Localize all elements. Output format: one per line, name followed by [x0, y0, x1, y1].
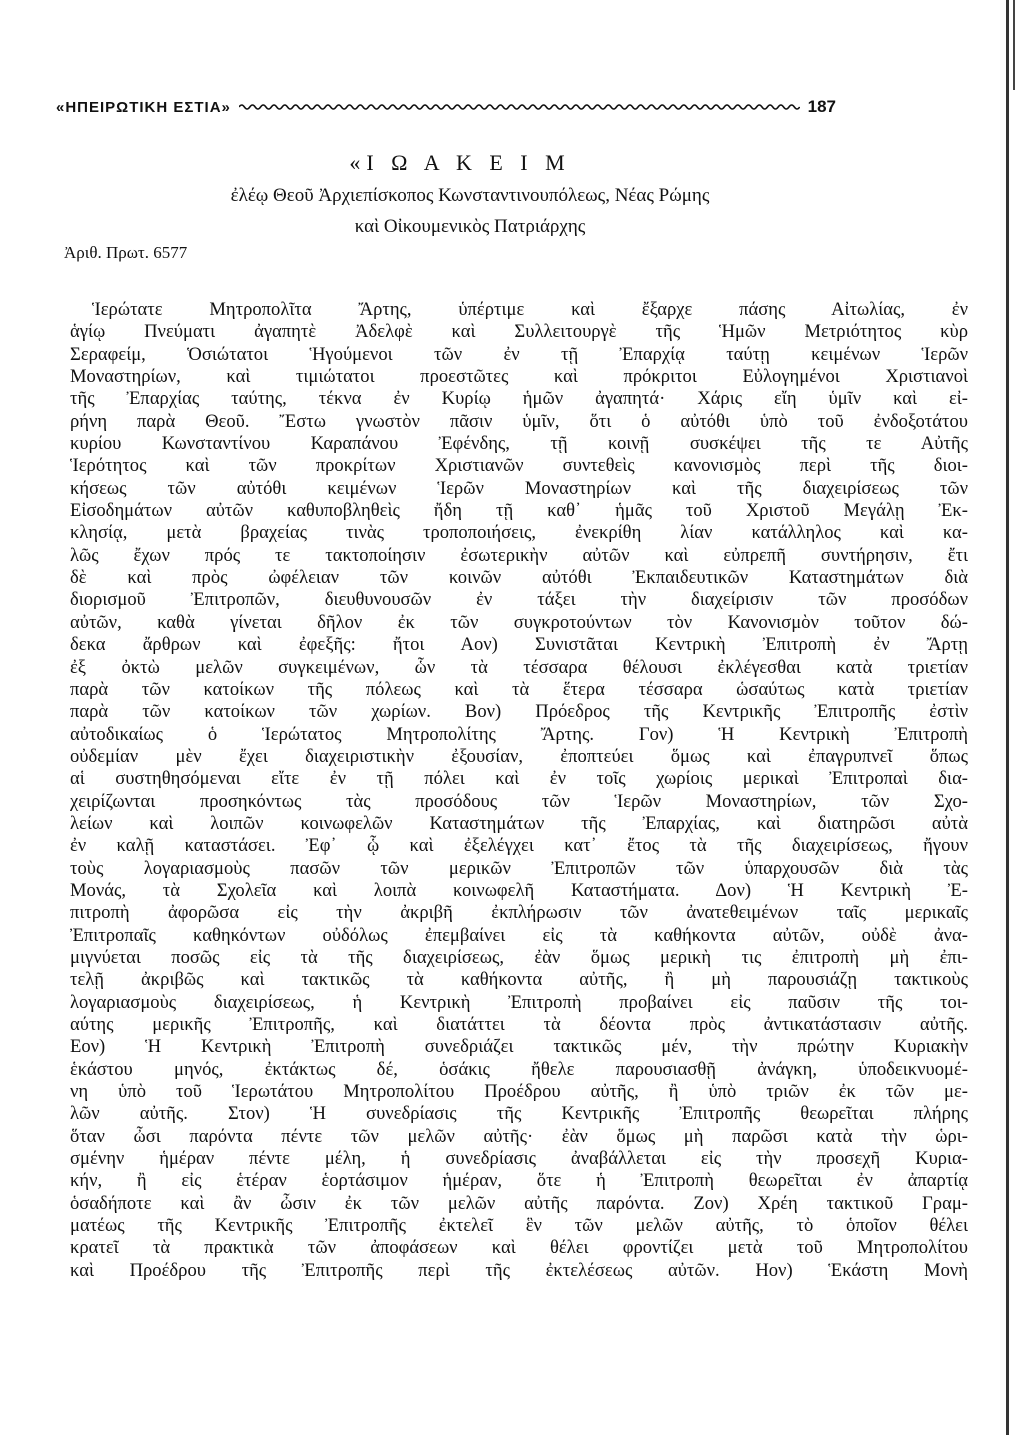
body-line: κήσεως τῶν αὐτόθι κειμένων Ἱερῶν Μοναστηρίων καὶ τῆς διαχειρίσεως τῶν	[70, 477, 968, 499]
journal-name: «ΗΠΕΙΡΩΤΙΚΗ ΕΣΤΙΑ»	[56, 98, 231, 116]
body-line: κυρίου Κωνσταντίνου Καραπάνου Ἐφένδης, τῇ κοινῇ συσκέψει τῆς τε Αὐτῆς	[70, 433, 968, 455]
signatory-title-line-2: καὶ Οἰκουμενικὸς Πατριάρχης	[354, 216, 586, 237]
body-line: δεκα ἄρθρων καὶ ἐφεξῆς: ἤτοι Αον) Συνιστᾶται Κεντρικὴ Ἐπιτροπὴ ἐν Ἄρτῃ	[70, 634, 968, 656]
body-line: λείων καὶ λοιπῶν κοινωφελῶν Καταστημάτων τῆς Ἐπαρχίας, καὶ διατηρῶσι αὐτὰ	[70, 812, 968, 834]
body-line: Ἐπιτροπαῖς καθηκόντων οὐδόλως ἐπεμβαίνει εἰς τὰ καθήκοντα αὐτῶν, οὐδὲ ἀνα-	[70, 924, 968, 946]
body-line: Μονάς, τὰ Σχολεῖα καὶ λοιπὰ κοινωφελῆ Καταστήματα. Δον) Ἡ Κεντρικὴ Ἐ-	[70, 879, 968, 901]
body-line: αὐτοδικαίως ὁ Ἱερώτατος Μητροπολίτης Ἄρτης. Γον) Ἡ Κεντρικὴ Ἐπιτροπὴ	[70, 723, 968, 745]
body-line: κρατεῖ τὰ πρακτικὰ τῶν ἀποφάσεων καὶ θέλει φροντίζει μετὰ τοῦ Μητροπολίτου	[70, 1237, 968, 1259]
body-line: πιτροπὴ ἀφορῶσα εἰς τὴν ἀκριβῆ ἐκπλήρωσιν τῶν ἀνατεθειμένων ταῖς μερικαῖς	[70, 902, 968, 924]
body-line: κλησίᾳ, μετὰ βραχείας τινὰς τροποποιήσεις, ἐνεκρίθη λίαν κατάλληλος καὶ κα-	[70, 522, 968, 544]
body-line: μιγνύεται ποσῶς εἰς τὰ τῆς διαχειρίσεως, ἐὰν ὅμως μερικὴ τις ἐπιτροπὴ μὴ ἐπι-	[70, 946, 968, 968]
page-edge-mark	[1013, 0, 1015, 90]
body-line: τοὺς λογαριασμοὺς πασῶν τῶν μερικῶν Ἐπιτροπῶν τῶν ὑπαρχουσῶν διὰ τὰς	[70, 857, 968, 879]
body-line: οὐδεμίαν μὲν ἔχει διαχειριστικὴν ἐξουσίαν, ἐποπτεύει ὅμως καὶ ἐπαγρυπνεῖ ὅπως	[70, 745, 968, 767]
page-edge-rule	[1006, 0, 1009, 1435]
body-line: τῆς Ἐπαρχίας ταύτης, τέκνα ἐν Κυρίῳ ἡμῶν ἀγαπητά· Χάρις εἴη ὑμῖν καὶ εἰ-	[70, 388, 968, 410]
body-line: λῶν αὐτῆς. Στον) Ἡ συνεδρίασις τῆς Κεντρικῆς Ἐπιτροπῆς θεωρεῖται πλήρης	[70, 1103, 968, 1125]
body-line: δὲ καὶ πρὸς ὠφέλειαν τῶν κοινῶν αὐτόθι Ἐκπαιδευτικῶν Καταστημάτων διὰ	[70, 567, 968, 589]
wavy-rule	[239, 102, 800, 112]
body-line: Εον) Ἡ Κεντρικὴ Ἐπιτροπὴ συνεδριάζει τακτικῶς μέν, τὴν πρώτην Κυριακὴν	[70, 1036, 968, 1058]
running-header	[56, 96, 836, 118]
body-line: νη ὑπὸ τοῦ Ἱερωτάτου Μητροπολίτου Προέδρου αὐτῆς, ἢ ὑπὸ τριῶν ἐκ τῶν με-	[70, 1081, 968, 1103]
body-line: Μοναστηρίων, καὶ τιμιώτατοι προεστῶτες καὶ πρόκριτοι Εὐλογημένοι Χριστιανοὶ	[70, 366, 968, 388]
body-line: ρήνη παρὰ Θεοῦ. Ἔστω γνωστὸν πᾶσιν ὑμῖν, ὅτι ὁ αὐτόθι ὑπὸ τοῦ ἐνδοξοτάτου	[70, 410, 968, 432]
body-line: ὁσαδήποτε καὶ ἂν ὦσιν ἐκ τῶν μελῶν αὐτῆς παρόντα. Ζον) Χρέη τακτικοῦ Γραμ-	[70, 1192, 968, 1214]
body-line: αἱ συστηθησόμεναι εἴτε ἐν τῇ πόλει καὶ ἐν τοῖς χωρίοις μερικαὶ Ἐπιτροπαὶ δια-	[70, 768, 968, 790]
body-line: κήν, ἢ εἰς ἑτέραν ἑορτάσιμον ἡμέραν, ὅτε ἡ Ἐπιτροπὴ θεωρεῖται ἐν ἀπαρτίᾳ	[70, 1170, 968, 1192]
body-line: ὅταν ὦσι παρόντα πέντε τῶν μελῶν αὐτῆς· ἐὰν ὅμως μὴ παρῶσι κατὰ τὴν ὡρι-	[70, 1125, 968, 1147]
body-line: λῶς ἔχων πρός τε τακτοποίησιν ἐσωτερικὴν αὐτῶν καὶ εὐπρεπῆ συντήρησιν, ἔτι	[70, 544, 968, 566]
body-line: σμένην ἡμέραν πέντε μέλη, ἡ συνεδρίασις ἀναβάλλεται εἰς τὴν προσεχῆ Κυρια-	[70, 1148, 968, 1170]
body-line: ἁγίῳ Πνεύματι ἀγαπητὲ Ἀδελφὲ καὶ Συλλειτουργὲ τῆς Ἡμῶν Μετριότητος κὺρ	[70, 321, 968, 343]
body-line: Εἰσοδημάτων αὐτῶν καθυποβληθεὶς ἤδη τῇ καθ᾽ ἡμᾶς τοῦ Χριστοῦ Μεγάλῃ Ἐκ-	[70, 500, 968, 522]
body-line: διορισμοῦ Ἐπιτροπῶν, διευθυνουσῶν ἐν τάξει τὴν διαχείρισιν τῶν προσόδων	[70, 589, 968, 611]
body-line: ἐν καλῇ καταστάσει. Ἐφ᾽ ᾧ καὶ ἐξελέγχει κατ᾽ ἔτος τὰ τῆς διαχειρίσεως, ἤγουν	[70, 835, 968, 857]
body-line: Ἱερώτατε Μητροπολῖτα Ἄρτης, ὑπέρτιμε καὶ ἔξαρχε πάσης Αἰτωλίας, ἐν	[92, 299, 968, 320]
body-line: καὶ Προέδρου τῆς Ἐπιτροπῆς περὶ τῆς ἐκτελέσεως αὐτῶν. Ηον) Ἑκάστη Μονὴ	[70, 1259, 968, 1281]
body-line: τελῇ ἀκριβῶς καὶ τακτικῶς τὰ καθήκοντα αὐτῆς, ἢ μὴ παρουσιάζῃ τακτικοὺς	[70, 969, 968, 991]
body-line: ἐξ ὀκτὼ μελῶν συγκειμένων, ὧν τὰ τέσσαρα θέλουσι ἐκλέγεσθαι κατὰ τριετίαν	[70, 656, 968, 678]
body-line: χειρίζωνται προσηκόντως τὰς προσόδους τῶν Ἱερῶν Μοναστηρίων, τῶν Σχο-	[70, 790, 968, 812]
signatory-name: «Ι Ω Α Κ Ε Ι Μ	[349, 150, 571, 175]
signatory-title-line-1: ἐλέῳ Θεοῦ Ἀρχιεπίσκοπος Κωνσταντινουπόλεως, Νέας Ρώμης	[230, 185, 710, 206]
body-line: παρὰ τῶν κατοίκων τῆς πόλεως καὶ τὰ ἕτερα τέσσαρα ὡσαύτως κατὰ τριετίαν	[70, 678, 968, 700]
body-line: Σεραφείμ, Ὁσιώτατοι Ἡγούμενοι τῶν ἐν τῇ Ἐπαρχίᾳ ταύτῃ κειμένων Ἱερῶν	[70, 343, 968, 365]
letter-body	[70, 299, 968, 1282]
body-line: Ἱερότητος καὶ τῶν προκρίτων Χριστιανῶν συντεθεὶς κανονισμὸς περὶ τῆς διοι-	[70, 455, 968, 477]
body-line: ἑκάστου μηνός, ἐκτάκτως δέ, ὁσάκις ἤθελε παρουσιασθῇ ἀνάγκη, ὑποδεικνυομέ-	[70, 1058, 968, 1080]
protocol-number: Ἀριθ. Πρωτ. 6577	[64, 243, 188, 262]
page-number: 187	[807, 97, 836, 116]
body-line: παρὰ τῶν κατοίκων τῶν χωρίων. Βον) Πρόεδρος τῆς Κεντρικῆς Ἐπιτροπῆς ἐστὶν	[70, 701, 968, 723]
body-line: αύτης μερικῆς Ἐπιτροπῆς, καὶ διατάττει τὰ δέοντα πρὸς ἀντικατάστασιν αὐτῆς.	[70, 1014, 968, 1035]
body-line: αὐτῶν, καθὰ γίνεται δῆλον ἐκ τῶν συγκροτούντων τὸν Κανονισμὸν τοῦτον δώ-	[70, 611, 968, 633]
body-line: ματέως τῆς Κεντρικῆς Ἐπιτροπῆς ἐκτελεῖ ἓν τῶν μελῶν αὐτῆς, τὸ ὁποῖον θέλει	[70, 1215, 968, 1237]
body-line: λογαριασμοὺς διαχειρίσεως, ἡ Κεντρικὴ Ἐπιτροπὴ προβαίνει εἰς παῦσιν τῆς τοι-	[70, 991, 968, 1013]
